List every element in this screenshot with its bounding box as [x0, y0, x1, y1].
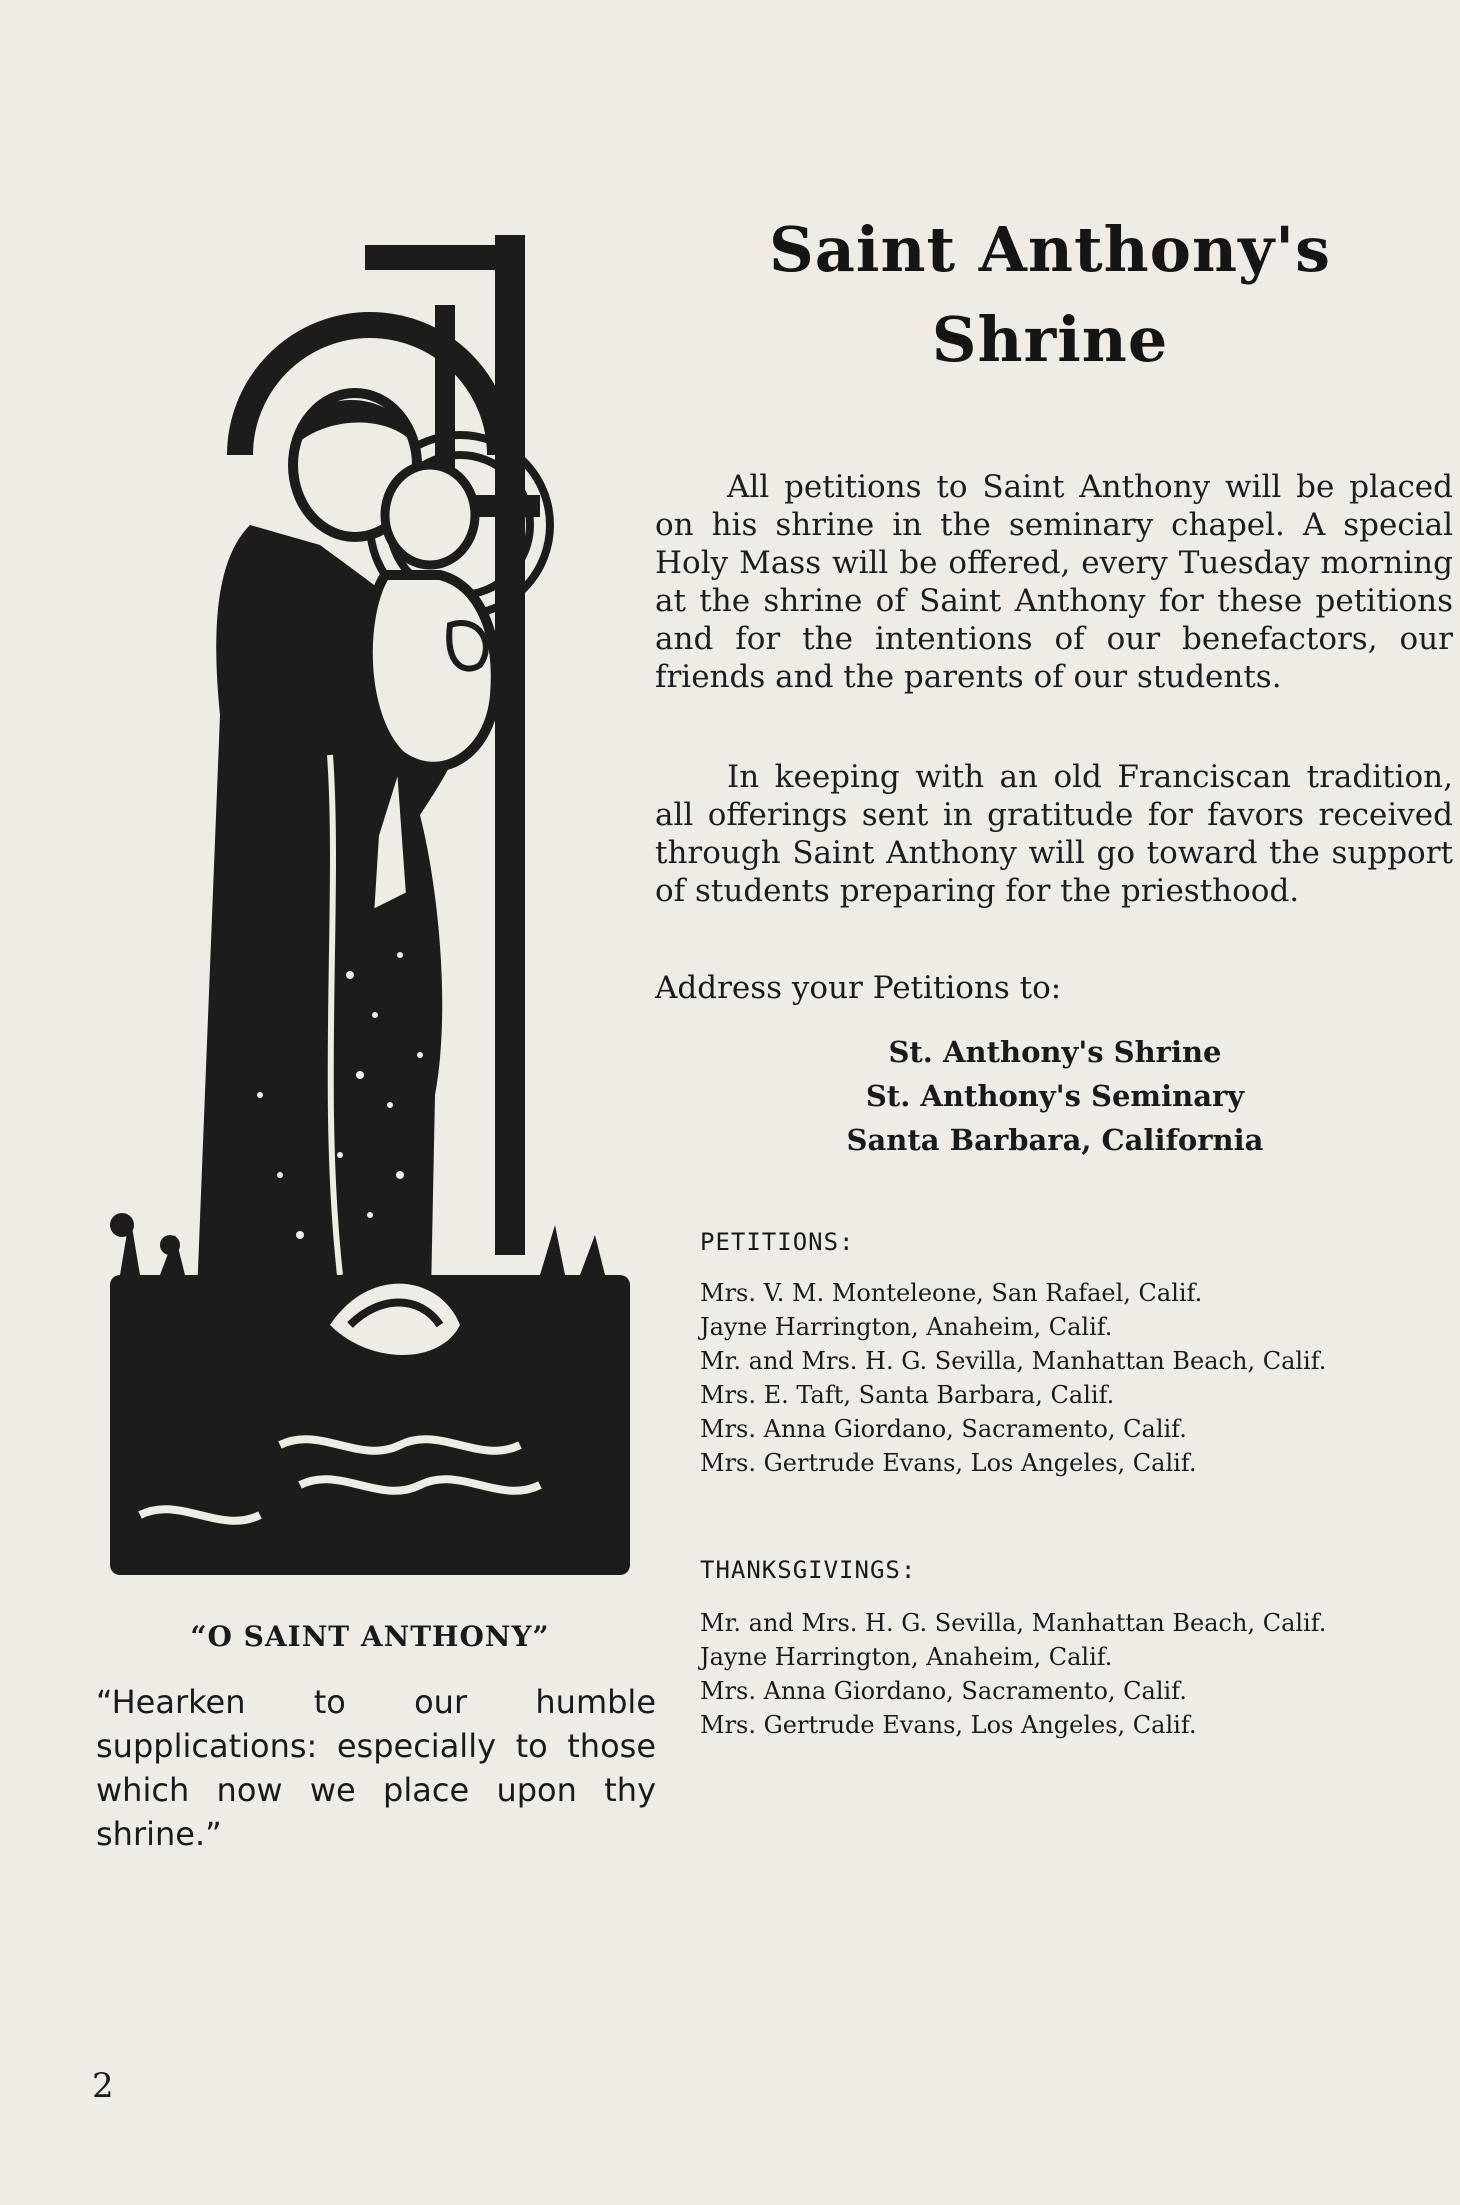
list-item: Mrs. Anna Giordano, Sacramento, Calif. — [700, 1415, 1187, 1443]
caption-title: “O SAINT ANTHONY” — [190, 1620, 550, 1653]
tradition-paragraph: In keeping with an old Franciscan tradition, all offerings sent in gratitude for favors received through Saint Anthony will go toward the support of students preparing for the priesthood. — [655, 759, 1453, 909]
list-item: Mrs. Anna Giordano, Sacramento, Calif. — [700, 1677, 1187, 1705]
list-item: Mrs. V. M. Monteleone, San Rafael, Calif. — [700, 1279, 1203, 1307]
list-item: Jayne Harrington, Anaheim, Calif. — [700, 1313, 1113, 1341]
list-item: Mr. and Mrs. H. G. Sevilla, Manhattan Beach, Calif. — [700, 1609, 1327, 1637]
intro-paragraph: All petitions to Saint Anthony will be placed on his shrine in the seminary chapel. A special Holy Mass will be offered, every Tuesday morning at the shrine of Saint Anthony for these petitions and for the intentions of our benefactors, our friends and the parents of our students. — [655, 469, 1453, 695]
list-item: Mrs. E. Taft, Santa Barbara, Calif. — [700, 1381, 1115, 1409]
page-number: 2 — [92, 2066, 114, 2106]
page-title — [680, 205, 1420, 385]
address-line: Santa Barbara, California — [846, 1123, 1264, 1157]
petitions-heading: PETITIONS: — [700, 1228, 855, 1256]
address-label: Address your Petitions to: — [655, 970, 1062, 1006]
thanksgivings-heading: THANKSGIVINGS: — [700, 1556, 917, 1584]
thanksgivings-list — [700, 1608, 1350, 1744]
title-line-2: Shrine — [931, 303, 1169, 376]
list-item: Jayne Harrington, Anaheim, Calif. — [700, 1643, 1113, 1671]
list-item: Mrs. Gertrude Evans, Los Angeles, Calif. — [700, 1449, 1197, 1477]
address-line: St. Anthony's Seminary — [865, 1079, 1245, 1113]
list-item: Mr. and Mrs. H. G. Sevilla, Manhattan Beach, Calif. — [700, 1347, 1327, 1375]
caption-text: “Hearken to our humble supplications: especially to those which now we place upon thy shrine.” — [96, 1683, 656, 1853]
mailing-address — [740, 1030, 1370, 1162]
address-line: St. Anthony's Shrine — [888, 1035, 1222, 1069]
frame-bar — [495, 235, 525, 1255]
saint-anthony-woodcut-icon — [100, 195, 640, 1585]
petitions-list — [700, 1278, 1350, 1482]
title-line-1: Saint Anthony's — [768, 213, 1332, 286]
list-item: Mrs. Gertrude Evans, Los Angeles, Calif. — [700, 1711, 1197, 1739]
